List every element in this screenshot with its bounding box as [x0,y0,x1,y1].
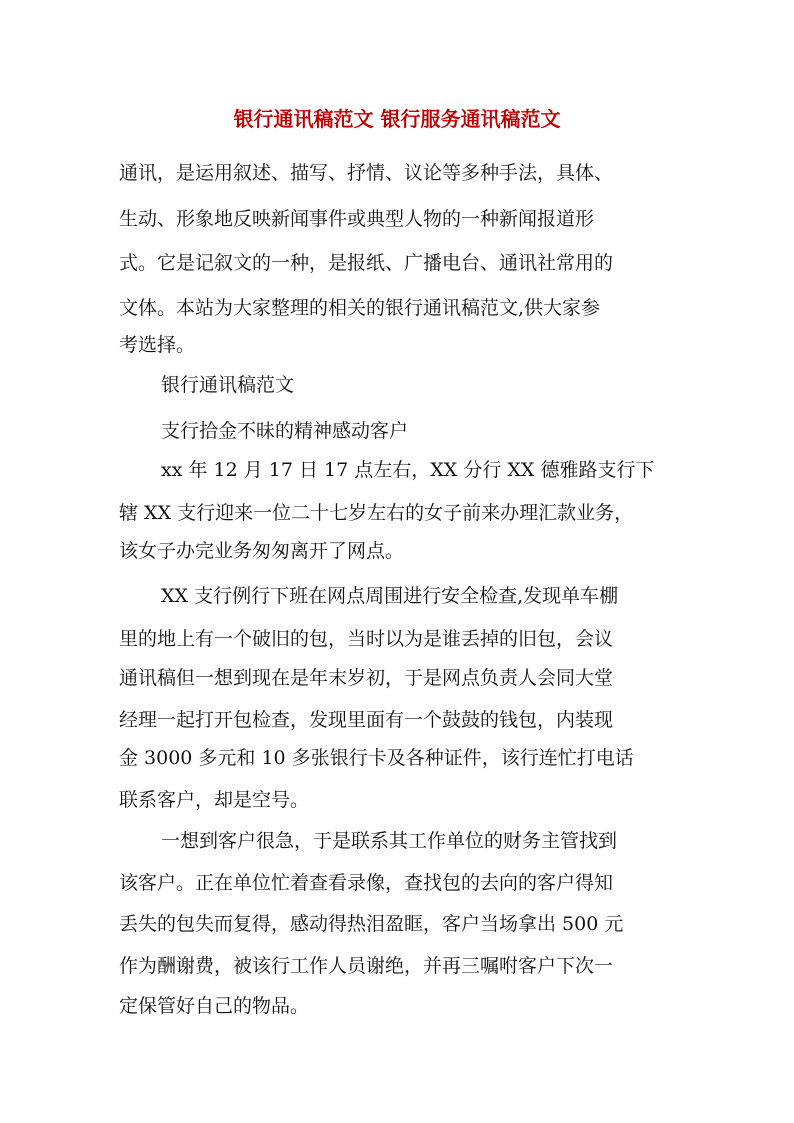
paragraph-1-line-1: xx 年 12 月 17 日 17 点左右，XX 分行 XX 德雅路支行下 [161,459,655,481]
paragraph-3-line-3: 丢失的包失而复得，感动得热泪盈眶，客户当场拿出 500 元 [119,913,624,935]
intro-line-2: 生动、形象地反映新闻事件或典型人物的一种新闻报道形 [119,208,595,230]
paragraph-2-line-5: 金 3000 多元和 10 多张银行卡及各种证件，该行连忙打电话 [119,747,634,769]
document-title: 银行通讯稿范文 银行服务通讯稿范文 [233,107,561,131]
paragraph-3-line-4: 作为酬谢费，被该行工作人员谢绝，并再三嘱咐客户下次一 [119,955,614,977]
paragraph-2-line-3: 通讯稿但一想到现在是年末岁初，于是网点负责人会同大堂 [119,667,614,689]
paragraph-3-line-1: 一想到客户很急，于是联系其工作单位的财务主管找到 [161,830,618,852]
paragraph-3-line-2: 该客户。正在单位忙着查看录像，查找包的去向的客户得知 [119,872,614,894]
paragraph-2-line-1: XX 支行例行下班在网点周围进行安全检查,发现单车棚 [161,585,619,607]
intro-line-1: 通讯，是运用叙述、描写、抒情、议论等多种手法，具体、 [119,162,614,184]
intro-line-5: 考选择。 [119,334,196,356]
paragraph-1-line-3: 该女子办完业务匆匆离开了网点。 [119,540,405,562]
paragraph-3-line-5: 定保管好自己的物品。 [119,995,310,1017]
paragraph-1-line-2: 辖 XX 支行迎来一位二十七岁左右的女子前来办理汇款业务， [119,502,634,524]
paragraph-2-line-4: 经理一起打开包检查，发现里面有一个鼓鼓的钱包，内装现 [119,709,614,731]
intro-line-4: 文体。本站为大家整理的相关的银行通讯稿范文,供大家参 [119,297,601,319]
intro-line-3: 式。它是记叙文的一种，是报纸、广播电台、通讯社常用的 [119,252,614,274]
article-heading: 支行拾金不昧的精神感动客户 [161,420,409,442]
paragraph-2-line-2: 里的地上有一个破旧的包，当时以为是谁丢掉的旧包，会议 [119,628,614,650]
paragraph-2-line-6: 联系客户，却是空号。 [119,789,310,811]
section-heading: 银行通讯稿范文 [161,374,295,396]
